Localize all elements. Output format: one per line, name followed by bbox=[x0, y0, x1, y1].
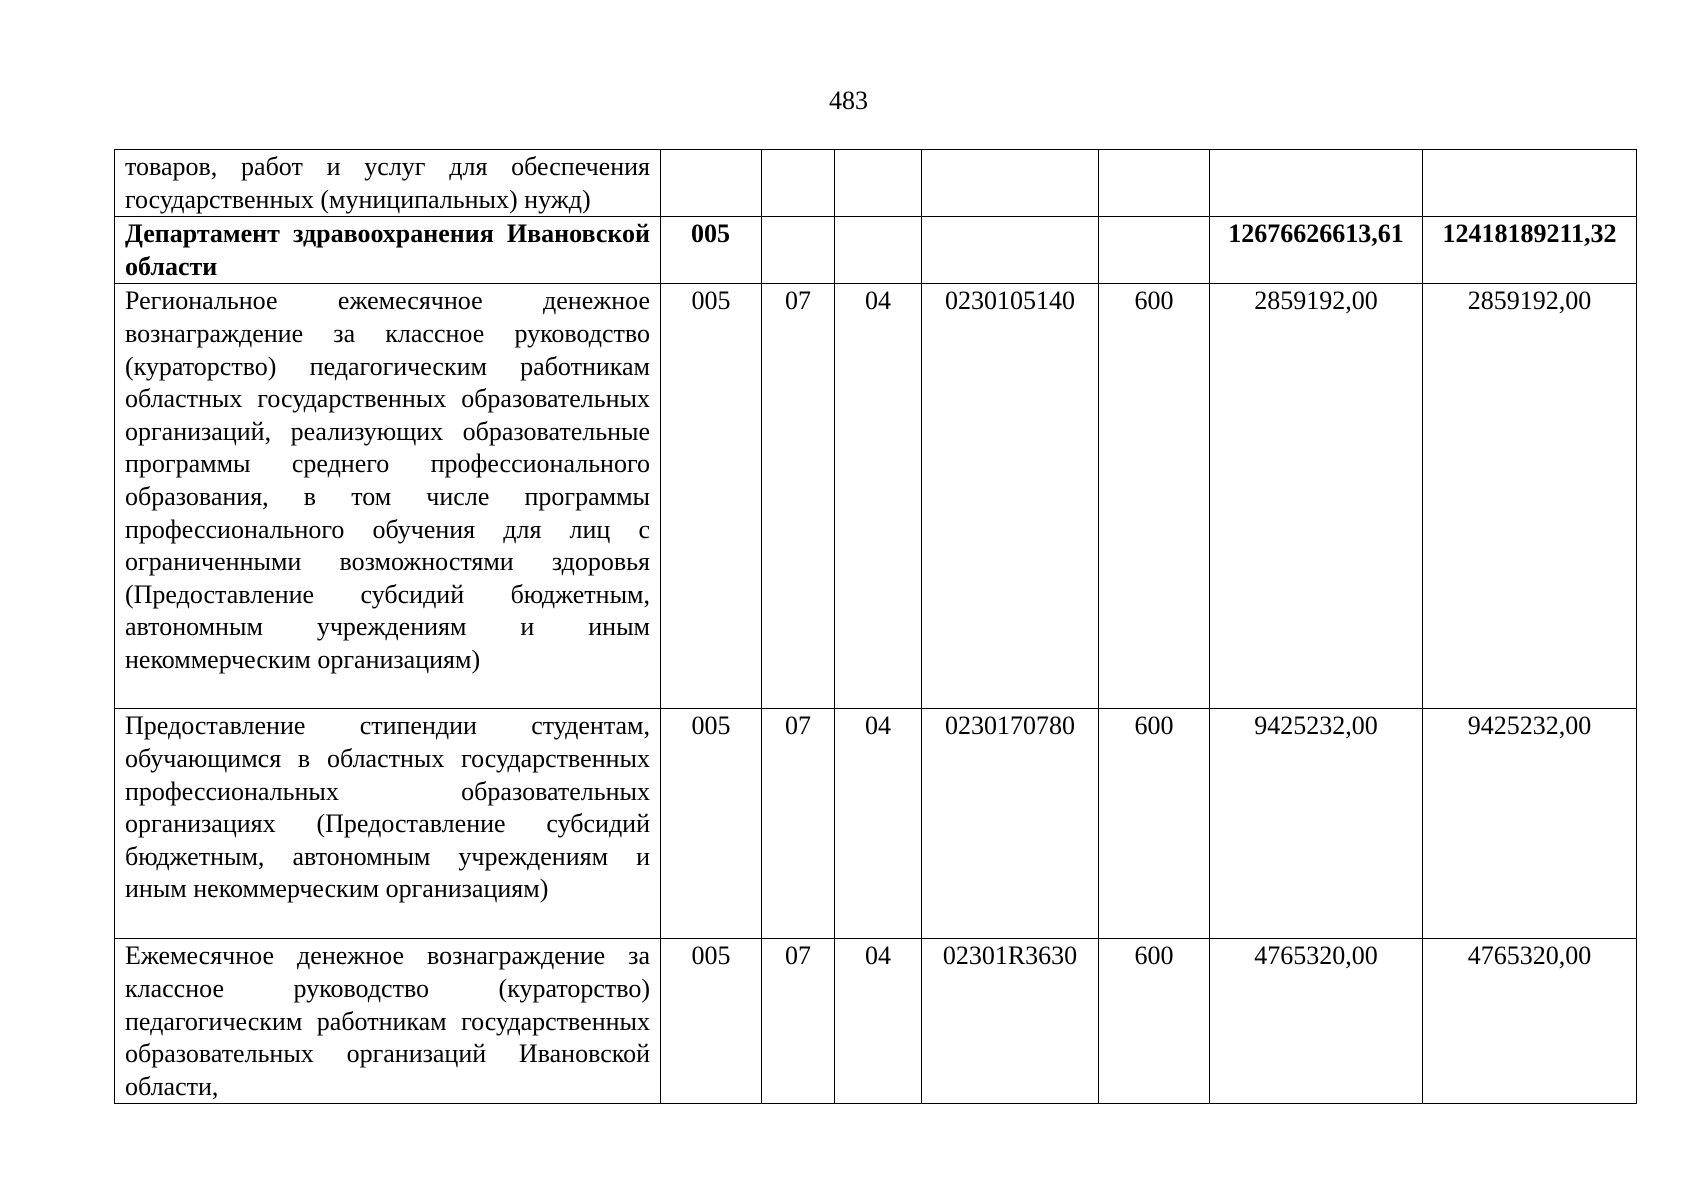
expense-type-code: 600 bbox=[1099, 284, 1210, 709]
amount-year-1: 4765320,00 bbox=[1210, 939, 1423, 1104]
expense-type-code bbox=[1099, 150, 1210, 217]
table-row bbox=[115, 939, 1637, 1104]
amount-year-1: 9425232,00 bbox=[1210, 709, 1423, 939]
amount-year-1: 2859192,00 bbox=[1210, 284, 1423, 709]
expense-type-code: 600 bbox=[1099, 939, 1210, 1104]
amount-year-2: 9425232,00 bbox=[1423, 709, 1637, 939]
subsection-code: 04 bbox=[835, 709, 922, 939]
budget-table bbox=[114, 149, 1637, 1104]
ministry-code: 005 bbox=[661, 709, 762, 939]
section-code: 07 bbox=[762, 284, 835, 709]
amount-year-2: 2859192,00 bbox=[1423, 284, 1637, 709]
section-code: 07 bbox=[762, 939, 835, 1104]
row-description: Региональное ежемесячное денежное вознаграждение за классное руководство (кураторство) педагогическим работникам областных государственных образовательных организаций, реализующих образовательные программы среднего профессионального образования, в том числе программы профессионального обучения для лиц с ограниченными возможностями здоровья (Предоставление субсидий бюджетным, автономным учреждениям и иным некоммерческим организациям) bbox=[115, 284, 661, 709]
row-description: Предоставление стипендии студентам, обучающимся в областных государственных профессиональных образовательных организациях (Предоставление субсидий бюджетным, автономным учреждениям и иным некоммерческим организациям) bbox=[115, 709, 661, 939]
target-article-code: 0230170780 bbox=[922, 709, 1099, 939]
ministry-code: 005 bbox=[661, 217, 762, 284]
amount-year-1: 12676626613,61 bbox=[1210, 217, 1423, 284]
target-article-code: 0230105140 bbox=[922, 284, 1099, 709]
amount-year-1 bbox=[1210, 150, 1423, 217]
expense-type-code bbox=[1099, 217, 1210, 284]
subsection-code bbox=[835, 217, 922, 284]
table-row bbox=[115, 284, 1637, 709]
ministry-code: 005 bbox=[661, 939, 762, 1104]
subsection-code: 04 bbox=[835, 284, 922, 709]
target-article-code: 02301R3630 bbox=[922, 939, 1099, 1104]
target-article-code bbox=[922, 217, 1099, 284]
target-article-code bbox=[922, 150, 1099, 217]
ministry-code bbox=[661, 150, 762, 217]
amount-year-2 bbox=[1423, 150, 1637, 217]
amount-year-2: 12418189211,32 bbox=[1423, 217, 1637, 284]
section-code: 07 bbox=[762, 709, 835, 939]
section-code bbox=[762, 217, 835, 284]
table-row bbox=[115, 150, 1637, 217]
expense-type-code: 600 bbox=[1099, 709, 1210, 939]
row-description: товаров, работ и услуг для обеспечения государственных (муниципальных) нужд) bbox=[115, 150, 661, 217]
row-description: Департамент здравоохранения Ивановской области bbox=[115, 217, 661, 284]
section-code bbox=[762, 150, 835, 217]
page-number: 483 bbox=[829, 86, 868, 115]
table-row bbox=[115, 709, 1637, 939]
subsection-code: 04 bbox=[835, 939, 922, 1104]
subsection-code bbox=[835, 150, 922, 217]
ministry-code: 005 bbox=[661, 284, 762, 709]
row-description: Ежемесячное денежное вознаграждение за классное руководство (кураторство) педагогическим работникам государственных образовательных организаций Ивановской области, bbox=[115, 939, 661, 1104]
table-row bbox=[115, 217, 1637, 284]
amount-year-2: 4765320,00 bbox=[1423, 939, 1637, 1104]
